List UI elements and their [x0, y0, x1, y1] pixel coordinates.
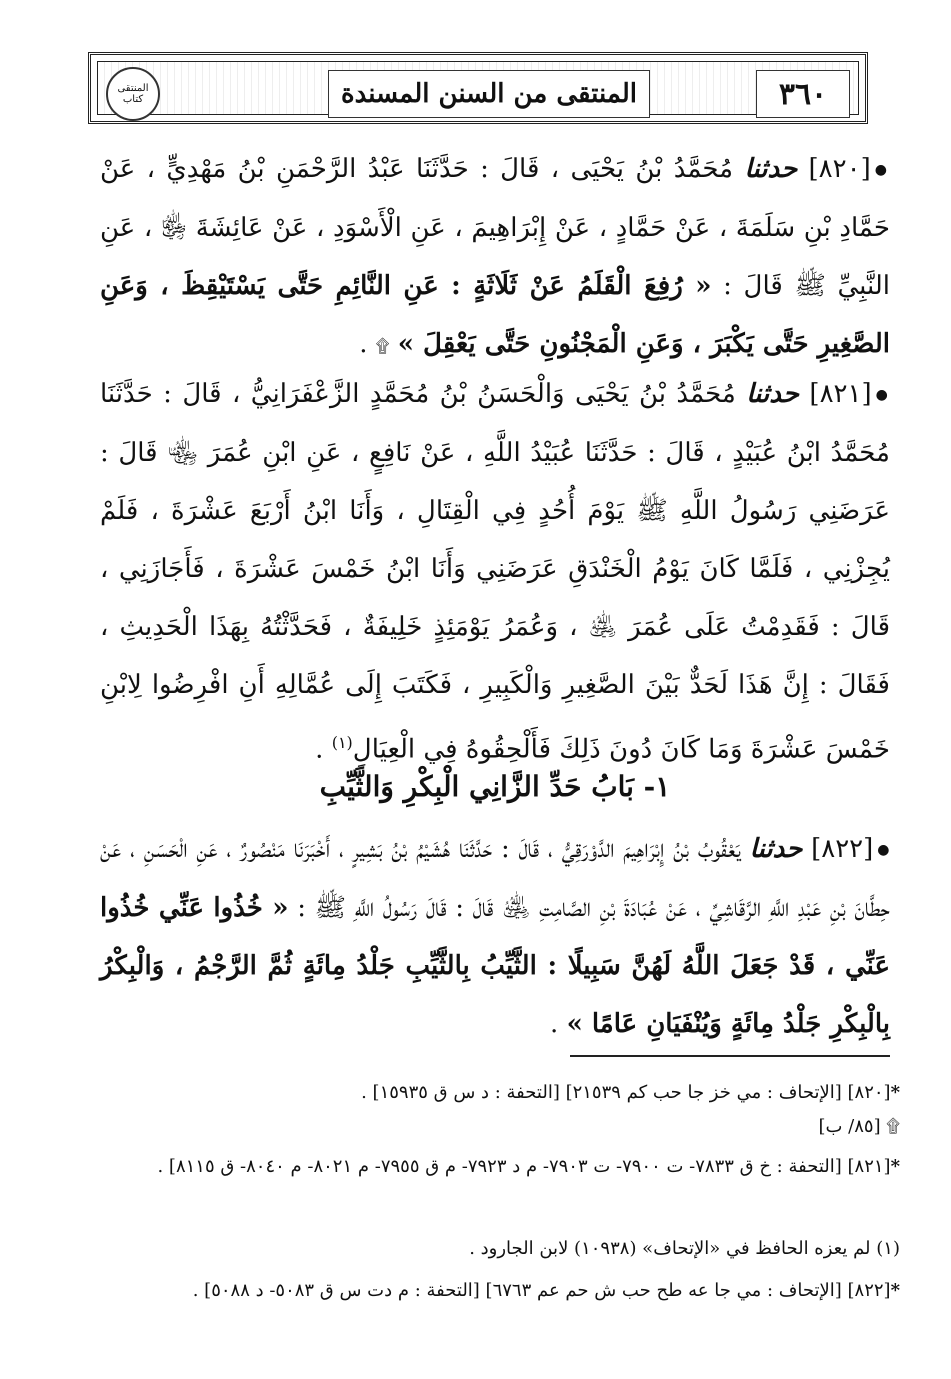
hadith-entry-822 — [100, 820, 890, 1053]
isnad-text: مُحَمَّدُ بْنُ يَحْيَى ، قَالَ : حَدَّثَنَا عَبْدُ الرَّحْمَنِ بْنُ مَهْدِيٍّ ، عَنْ حَمَّادِ بْنِ سَلَمَةَ ، عَنْ حَمَّادٍ ، عَنْ إِبْرَاهِيمَ ، عَنِ الْأَسْوَدِ ، عَنْ عَائِشَةَ ﵂ ، عَنِ النَّبِيِّ ﷺ قَالَ : — [100, 154, 891, 301]
footnote-folio: ۩ [٨٥/ ب] — [818, 1116, 900, 1137]
publisher-logo: المنتقى كتاب — [106, 67, 160, 121]
header-ornament — [97, 61, 859, 115]
page-header — [88, 52, 868, 124]
footnote-ref[interactable]: (١) — [331, 733, 353, 752]
footnote-text: [٨٢٠] [الإتحاف : مي خز جا حب كم ٢١٥٣٩] [التحفة : د س ق ١٥٩٣٥] . — [361, 1082, 891, 1103]
footnote-820 — [100, 1078, 900, 1108]
footnote-822 — [100, 1276, 900, 1306]
entry-number: [٨٢٠] — [808, 154, 871, 184]
footnote-text: [٨٢٢] [الإتحاف : مي جا عه طح حب ش حم عم ٦٧٦٣] [التحفة : م دت س ق ٥٠٨٣- د ٥٠٨٨] . — [192, 1280, 891, 1301]
chapter-heading: ١- بَابُ حَدِّ الزَّانِي الْبِكْرِ وَالثَّيِّبِ — [319, 770, 671, 803]
entry-bullet: ● — [875, 387, 891, 403]
entry-number: [٨٢١] — [809, 379, 872, 409]
footnote-1: (١) لم يعزه الحافظ في «الإتحاف» (١٠٩٣٨) لابن الجارود . — [469, 1238, 900, 1259]
narration-keyword: حدثنا — [749, 834, 803, 864]
hadith-entry-820 — [100, 140, 890, 376]
hadith-text: مُحَمَّدُ بْنُ يَحْيَى وَالْحَسَنُ بْنُ مُحَمَّدٍ الزَّعْفَرَانِيُّ ، قَالَ : حَدَّثَنَا مُحَمَّدُ ابْنُ عُبَيْدٍ ، قَالَ : حَدَّثَنَا عُبَيْدُ اللَّهِ ، عَنْ نَافِعٍ ، عَنِ ابْنِ عُمَرَ ﵄ قَالَ : عَرَضَنِي رَسُولُ اللَّهِ ﷺ يَوْمَ أُحُدٍ فِي الْقِتَالِ ، وَأَنَا ابْنُ أَرْبَعَ عَشْرَةَ ، فَلَمْ يُجِزْنِي ، فَلَمَّا كَانَ يَوْمُ الْخَنْدَقِ عَرَضَنِي وَأَنَا ابْنُ خَمْسَ عَشْرَةَ ، فَأَجَازَنِي ، قَالَ : فَقَدِمْتُ عَلَى عُمَرَ ﵁ ، وَعُمَرُ يَوْمَئِذٍ خَلِيفَةٌ ، فَحَدَّثْتُهُ بِهَذَا الْحَدِيثِ ، فَقَالَ : إِنَّ هَذَا لَحَدٌّ بَيْنَ الصَّغِيرِ وَالْكَبِيرِ ، فَكَتَبَ إِلَى عُمَّالِهِ أَنِ افْرِضُوا لِابْنِ خَمْسَ عَشْرَةَ وَمَا كَانَ دُونَ ذَلِكَ فَأَلْحِقُوهُ فِي الْعِيَالِ — [100, 379, 890, 765]
footnote-star: * — [890, 1156, 900, 1177]
hadith-text: « رُفِعَ الْقَلَمُ عَنْ ثَلَاثَةٍ : عَنِ النَّائِمِ حَتَّى يَسْتَيْقِظَ ، وَعَنِ الصَّغِيرِ حَتَّى يَكْبَرَ ، وَعَنِ الْمَجْنُونِ حَتَّى يَعْقِلَ » — [100, 271, 890, 359]
entry-bullet: ● — [877, 842, 891, 858]
footnote-821 — [100, 1152, 900, 1182]
entry-number: [٨٢٢] — [811, 834, 874, 864]
entry-end: . — [550, 1009, 559, 1039]
hadith-entry-821 — [100, 365, 890, 779]
isnad-text: يَعْقُوبُ بْنُ إِبْرَاهِيمَ الدَّوْرَقِيُّ ، قَالَ : حَدَّثَنَا هُشَيْمُ بْنُ بَشِيرٍ ، أَخْبَرَنَا مَنْصُورٌ ، عَنِ الْحَسَنِ ، عَنْ حِطَّانَ بْنِ عَبْدِ اللَّهِ الرَّقَاشِيِّ ، عَنْ عُبَادَةَ بْنِ الصَّامِتِ ﵁ قَالَ : قَالَ رَسُولُ اللَّهِ ﷺ : — [100, 834, 890, 923]
footnote-star: * — [890, 1082, 900, 1103]
entry-end: . — [315, 734, 324, 765]
narration-keyword: حدثنا — [746, 379, 799, 409]
entry-end: . — [359, 329, 368, 359]
folio-mark: ۩ — [375, 336, 390, 357]
narration-keyword: حدثنا — [744, 154, 798, 184]
book-title: المنتقى من السنن المسندة — [328, 70, 650, 118]
footnote-text: [٨٢١] [التحفة : خ ق ٧٨٣٣- ت ٧٩٠٠- ت ٧٩٠٣- م د ٧٩٢٣- م ق ٧٩٥٥- م ٨٠٢١- م ٨٠٤٠- ق ٨١١٥] . — [157, 1156, 891, 1177]
entry-bullet: ● — [874, 162, 891, 178]
hadith-text: « خُذُوا عَنِّي خُذُوا عَنِّي ، قَدْ جَعَلَ اللَّهُ لَهُنَّ سَبِيلًا : الثَّيِّبُ بِالثَّيِّبِ جَلْدُ مِائَةٍ ثُمَّ الرَّجْمُ ، وَالْبِكْرُ بِالْبِكْرِ جَلْدُ مِائَةٍ وَيُنْفَيَانِ عَامًا » — [100, 893, 890, 1039]
footnote-star: * — [890, 1280, 900, 1301]
page-number: ٣٦٠ — [756, 70, 850, 118]
footnote-separator — [570, 1055, 890, 1057]
